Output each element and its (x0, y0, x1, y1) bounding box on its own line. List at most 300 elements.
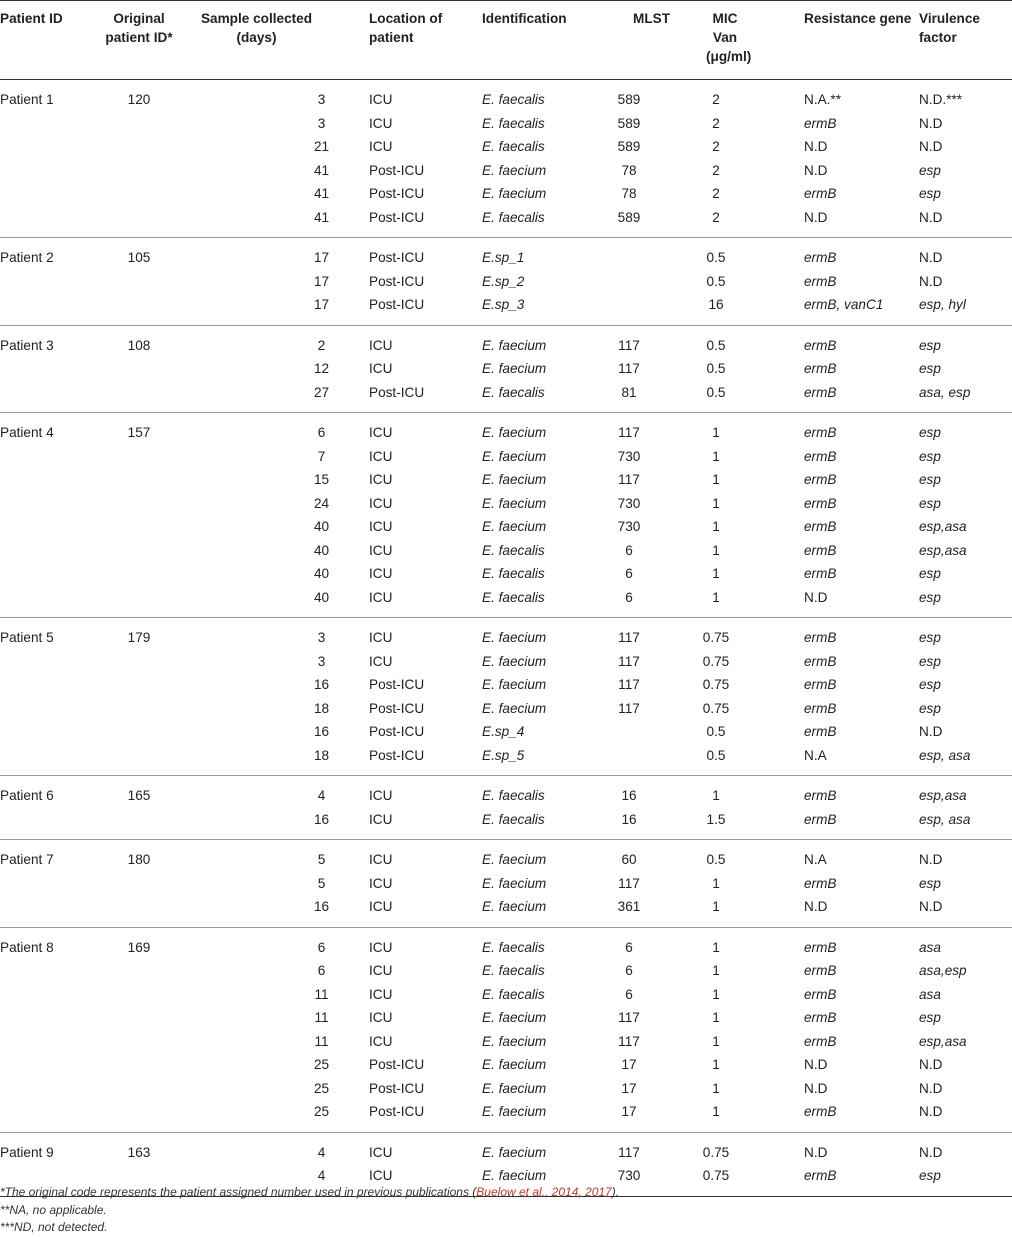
table-row (0, 959, 1012, 983)
cell-location: ICU (369, 852, 393, 867)
cell-resistance-gene: N.D (804, 162, 828, 178)
table-row (0, 808, 1012, 840)
cell-patient-id (0, 492, 100, 516)
cell-mic-van: 0.5 (706, 747, 726, 763)
cell-location: Post-ICU (369, 1057, 425, 1072)
table-row (0, 1030, 1012, 1054)
cell-mic-van: 1 (712, 1104, 720, 1119)
cell-mlst: 81 (621, 384, 637, 400)
cell-identification: E. faecalis (482, 589, 545, 605)
table-row (0, 159, 1012, 183)
header-identification: Identification (482, 1, 608, 80)
cell-sample-day: 3 (317, 92, 326, 107)
cell-virulence-factor: esp, hyl (919, 297, 966, 312)
cell-patient-id (0, 293, 100, 325)
cell-patient-id (0, 381, 100, 413)
cell-mic-van: 16 (708, 297, 724, 312)
cell-patient-id: Patient 6 (0, 788, 54, 803)
cell-resistance-gene: N.A (804, 852, 827, 867)
patient-group (0, 80, 1012, 238)
cell-identification: E.sp_4 (482, 724, 525, 739)
cell-resistance-gene: ermB (804, 448, 837, 464)
cell-resistance-gene: ermB (804, 250, 837, 265)
cell-mic-van: 1 (712, 425, 720, 440)
cell-original-id: 165 (127, 788, 151, 803)
cell-sample-day: 3 (317, 115, 326, 131)
table-row (0, 872, 1012, 896)
cell-patient-id (0, 895, 100, 927)
table-row (0, 357, 1012, 381)
cell-mic-van: 0.5 (706, 250, 726, 265)
cell-mlst: 117 (618, 472, 640, 487)
cell-virulence-factor: esp, asa (919, 811, 971, 827)
cell-virulence-factor: asa, esp (919, 384, 971, 400)
cell-patient-id (0, 357, 100, 381)
cell-resistance-gene: ermB (804, 472, 837, 487)
cell-resistance-gene: ermB (804, 566, 837, 581)
header-location: Location of patient (369, 1, 482, 80)
cell-mic-van: 0.75 (702, 677, 730, 692)
cell-resistance-gene: N.D (804, 1080, 828, 1096)
cell-location: ICU (369, 630, 393, 645)
cell-resistance-gene: N.D (804, 139, 828, 154)
cell-patient-id (0, 872, 100, 896)
cell-mic-van: 0.75 (702, 630, 730, 645)
cell-resistance-gene: ermB (804, 519, 837, 534)
cell-sample-day: 17 (313, 250, 330, 265)
table-row (0, 983, 1012, 1007)
patient-group (0, 927, 1012, 1132)
cell-patient-id (0, 135, 100, 159)
cell-mlst: 117 (618, 700, 640, 716)
cell-resistance-gene: N.D (804, 899, 828, 914)
cell-identification: E. faecium (482, 852, 547, 867)
cell-mic-van: 1 (712, 542, 720, 558)
cell-original-id (100, 673, 194, 697)
cell-mlst: 117 (618, 875, 640, 891)
cell-virulence-factor: esp (919, 495, 941, 511)
cell-sample-day: 16 (313, 811, 330, 827)
cell-location: ICU (369, 939, 393, 955)
cell-mic-van: 0.5 (706, 852, 726, 867)
cell-identification: E. faecium (482, 448, 547, 464)
cell-mlst: 730 (617, 519, 641, 534)
patient-group (0, 238, 1012, 326)
cell-identification: E. faecalis (482, 542, 545, 558)
cell-identification: E. faecium (482, 677, 547, 692)
cell-mlst: 117 (618, 337, 640, 353)
table-row (0, 776, 1012, 808)
cell-original-id (100, 381, 194, 413)
cell-identification: E.sp_5 (482, 747, 525, 763)
cell-location: Post-ICU (369, 297, 425, 312)
cell-mic-van: 1 (712, 963, 720, 978)
cell-identification: E. faecium (482, 630, 547, 645)
cell-patient-id: Patient 4 (0, 425, 54, 440)
cell-identification: E. faecium (482, 1033, 547, 1049)
table-row (0, 445, 1012, 469)
cell-original-id (100, 135, 194, 159)
cell-resistance-gene: ermB (804, 724, 837, 739)
cell-location: ICU (369, 448, 393, 464)
cell-original-id (100, 515, 194, 539)
cell-mlst (608, 238, 682, 270)
cell-patient-id (0, 562, 100, 586)
cell-original-id (100, 206, 194, 238)
cell-original-id (100, 1053, 194, 1077)
cell-sample-day: 16 (313, 899, 330, 914)
cell-patient-id: Patient 3 (0, 337, 54, 353)
cell-location: Post-ICU (369, 700, 425, 716)
cell-mlst: 78 (621, 162, 637, 178)
cell-virulence-factor: N.D (919, 1144, 943, 1160)
cell-sample-day: 2 (317, 337, 326, 353)
cell-virulence-factor: N.D (919, 250, 943, 265)
table-row (0, 744, 1012, 776)
cell-mic-van: 1 (712, 788, 720, 803)
table-row (0, 381, 1012, 413)
cell-patient-id (0, 539, 100, 563)
cell-patient-id (0, 959, 100, 983)
cell-resistance-gene: N.D (804, 1057, 828, 1072)
cell-sample-day: 5 (317, 852, 326, 867)
table-row (0, 650, 1012, 674)
table-row (0, 238, 1012, 270)
cell-identification: E. faecium (482, 700, 547, 716)
cell-resistance-gene: N.D (804, 589, 828, 605)
cell-location: ICU (369, 788, 393, 803)
cell-identification: E. faecalis (482, 209, 545, 225)
cell-virulence-factor: asa (919, 986, 941, 1002)
cell-virulence-factor: esp (919, 472, 941, 487)
cell-location: ICU (369, 653, 393, 669)
cell-mic-van: 1 (712, 939, 720, 955)
cell-sample-day: 25 (313, 1104, 330, 1119)
header-virulence: Virulence factor (919, 1, 1012, 80)
cell-mlst: 117 (618, 425, 640, 440)
cell-location: Post-ICU (369, 1080, 425, 1096)
header-patient-id: Patient ID (0, 1, 100, 80)
cell-patient-id (0, 1006, 100, 1030)
cell-virulence-factor: N.D (919, 273, 943, 289)
cell-virulence-factor: esp (919, 425, 941, 440)
cell-mlst: 17 (621, 1080, 637, 1096)
cell-identification: E. faecium (482, 899, 547, 914)
cell-resistance-gene: ermB (804, 875, 837, 891)
cell-resistance-gene: ermB (804, 630, 837, 645)
cell-identification: E. faecalis (482, 384, 545, 400)
cell-location: ICU (369, 1168, 393, 1183)
footnote-original-code (0, 1184, 619, 1202)
cell-location: ICU (369, 963, 393, 978)
cell-location: ICU (369, 361, 393, 376)
table-footnotes (0, 1184, 619, 1237)
cell-identification: E. faecium (482, 495, 547, 511)
table-row (0, 182, 1012, 206)
cell-virulence-factor: N.D.*** (919, 92, 963, 107)
cell-mlst: 6 (625, 963, 633, 978)
table-row (0, 325, 1012, 357)
cell-resistance-gene: ermB (804, 963, 837, 978)
cell-virulence-factor: esp (919, 566, 941, 581)
cell-sample-day: 40 (313, 566, 330, 581)
cell-mlst: 117 (618, 1144, 640, 1160)
cell-identification: E. faecium (482, 653, 547, 669)
cell-identification: E. faecalis (482, 115, 545, 131)
cell-mlst: 589 (617, 139, 641, 154)
cell-mic-van: 0.5 (706, 724, 726, 739)
cell-resistance-gene: ermB (804, 115, 837, 131)
cell-sample-day: 40 (313, 589, 330, 605)
cell-sample-day: 25 (313, 1080, 330, 1096)
cell-mic-van: 0.5 (706, 361, 726, 376)
cell-sample-day: 5 (317, 875, 326, 891)
cell-location: Post-ICU (369, 250, 425, 265)
header-sample-collected: Sample collected (days) (194, 1, 369, 80)
cell-sample-day: 18 (313, 700, 330, 716)
cell-identification: E. faecium (482, 1057, 547, 1072)
cell-patient-id (0, 586, 100, 618)
cell-mic-van: 1 (712, 448, 720, 464)
cell-original-id (100, 697, 194, 721)
cell-identification: E. faecium (482, 425, 547, 440)
patient-group (0, 413, 1012, 618)
cell-resistance-gene: ermB (804, 1104, 837, 1119)
cell-identification: E. faecalis (482, 788, 545, 803)
cell-patient-id (0, 112, 100, 136)
cell-location: ICU (369, 542, 393, 558)
cell-mlst: 6 (625, 939, 633, 955)
cell-patient-id (0, 808, 100, 840)
cell-mlst: 117 (618, 361, 640, 376)
table-row (0, 515, 1012, 539)
cell-location: ICU (369, 899, 393, 914)
cell-mic-van: 1 (712, 899, 720, 914)
cell-original-id (100, 650, 194, 674)
cell-patient-id (0, 468, 100, 492)
patient-group (0, 776, 1012, 840)
cell-location: ICU (369, 495, 393, 511)
cell-location: ICU (369, 986, 393, 1002)
footnote-citation-link[interactable]: Buelow et al., 2014, 2017 (476, 1185, 612, 1199)
cell-virulence-factor: esp (919, 162, 941, 178)
cell-mlst: 60 (621, 852, 637, 867)
cell-virulence-factor: esp,asa (919, 788, 967, 803)
cell-location: ICU (369, 1033, 393, 1049)
cell-mlst: 730 (617, 448, 641, 464)
cell-resistance-gene: ermB (804, 361, 837, 376)
cell-original-id: 180 (127, 852, 151, 867)
cell-original-id (100, 562, 194, 586)
cell-virulence-factor: esp,asa (919, 519, 967, 534)
cell-virulence-factor: N.D (919, 852, 943, 867)
cell-mlst: 589 (617, 209, 641, 225)
cell-location: ICU (369, 337, 393, 353)
cell-virulence-factor: N.D (919, 115, 943, 131)
cell-mic-van: 1 (712, 472, 720, 487)
cell-patient-id (0, 720, 100, 744)
cell-original-id (100, 586, 194, 618)
cell-sample-day: 4 (317, 788, 326, 803)
cell-sample-day: 3 (317, 653, 326, 669)
cell-identification: E. faecium (482, 1144, 547, 1160)
cell-identification: E.sp_2 (482, 273, 525, 289)
table-row (0, 1006, 1012, 1030)
cell-identification: E. faecalis (482, 986, 545, 1002)
cell-original-id: 105 (127, 250, 151, 265)
cell-mic-van: 1 (712, 986, 720, 1002)
cell-mlst: 6 (625, 566, 633, 581)
cell-patient-id: Patient 5 (0, 630, 54, 645)
cell-identification: E. faecium (482, 1104, 547, 1119)
cell-virulence-factor: esp (919, 1010, 941, 1025)
cell-mic-van: 2 (712, 162, 720, 178)
cell-mic-van: 2 (712, 139, 720, 154)
cell-location: ICU (369, 1144, 393, 1160)
cell-patient-id (0, 673, 100, 697)
cell-patient-id: Patient 8 (0, 939, 54, 955)
cell-identification: E. faecalis (482, 92, 545, 107)
table-row (0, 1077, 1012, 1101)
cell-sample-day: 21 (313, 139, 330, 154)
cell-resistance-gene: ermB (804, 677, 837, 692)
cell-sample-day: 17 (313, 297, 330, 312)
cell-virulence-factor: asa (919, 939, 941, 955)
cell-patient-id (0, 983, 100, 1007)
cell-virulence-factor: esp (919, 448, 941, 464)
footnote-1-text: *The original code represents the patient assigned number used in previous publications ( (0, 1185, 477, 1199)
table-row (0, 618, 1012, 650)
cell-resistance-gene: N.D (804, 1144, 828, 1160)
cell-original-id (100, 720, 194, 744)
cell-original-id (100, 159, 194, 183)
cell-original-id (100, 445, 194, 469)
cell-identification: E. faecium (482, 519, 547, 534)
cell-mlst: 730 (617, 1168, 641, 1183)
cell-virulence-factor: esp, asa (919, 747, 971, 763)
cell-resistance-gene: ermB (804, 811, 837, 827)
cell-sample-day: 4 (317, 1144, 326, 1160)
cell-mic-van: 0.75 (702, 1144, 730, 1160)
cell-mlst: 117 (618, 630, 640, 645)
cell-original-id (100, 808, 194, 840)
cell-virulence-factor: asa,esp (919, 963, 967, 978)
cell-identification: E. faecalis (482, 139, 545, 154)
cell-mic-van: 2 (712, 209, 720, 225)
cell-resistance-gene: N.A.** (804, 92, 842, 107)
cell-mlst: 17 (621, 1057, 637, 1072)
cell-patient-id (0, 1077, 100, 1101)
table-row (0, 840, 1012, 872)
cell-original-id (100, 872, 194, 896)
cell-original-id (100, 1030, 194, 1054)
cell-sample-day: 18 (313, 747, 330, 763)
cell-sample-day: 27 (313, 384, 330, 400)
cell-original-id (100, 959, 194, 983)
cell-mlst: 361 (617, 899, 641, 914)
cell-original-id (100, 744, 194, 776)
cell-location: ICU (369, 1010, 393, 1025)
cell-virulence-factor: esp (919, 875, 941, 891)
table-row (0, 539, 1012, 563)
cell-virulence-factor: N.D (919, 1057, 943, 1072)
cell-mic-van: 1 (712, 519, 720, 534)
header-original-id: Original patient ID* (100, 1, 194, 80)
cell-virulence-factor: N.D (919, 1080, 943, 1096)
cell-sample-day: 16 (313, 724, 330, 739)
cell-sample-day: 15 (313, 472, 330, 487)
cell-virulence-factor: esp,asa (919, 542, 967, 558)
table-row (0, 293, 1012, 325)
cell-identification: E. faecalis (482, 939, 545, 955)
cell-sample-day: 7 (317, 448, 326, 464)
cell-mlst: 117 (618, 1010, 640, 1025)
cell-location: ICU (369, 472, 393, 487)
patient-group (0, 325, 1012, 413)
cell-mic-van: 1 (712, 566, 720, 581)
cell-mlst (608, 720, 682, 744)
header-mic-van: MIC Van (μg/ml) (682, 1, 804, 80)
cell-patient-id: Patient 9 (0, 1144, 54, 1160)
cell-mic-van: 1 (712, 1057, 720, 1072)
cell-resistance-gene: ermB (804, 986, 837, 1002)
cell-sample-day: 41 (313, 186, 330, 201)
cell-resistance-gene: ermB, vanC1 (804, 297, 884, 312)
cell-sample-day: 3 (317, 630, 326, 645)
cell-original-id (100, 492, 194, 516)
cell-mlst: 117 (618, 1033, 640, 1049)
cell-virulence-factor: esp,asa (919, 1033, 967, 1049)
cell-identification: E.sp_1 (482, 250, 525, 265)
table-row (0, 697, 1012, 721)
cell-patient-id (0, 650, 100, 674)
cell-identification: E.sp_3 (482, 297, 525, 312)
cell-location: Post-ICU (369, 384, 425, 400)
cell-resistance-gene: ermB (804, 542, 837, 558)
cell-mlst (608, 293, 682, 325)
cell-mlst: 17 (621, 1104, 637, 1119)
table-row (0, 135, 1012, 159)
cell-original-id (100, 270, 194, 294)
cell-location: ICU (369, 92, 393, 107)
cell-virulence-factor: esp (919, 186, 941, 201)
cell-sample-day: 6 (317, 425, 326, 440)
cell-resistance-gene: ermB (804, 1168, 837, 1183)
footnote-1-end: ). (611, 1185, 620, 1199)
cell-sample-day: 17 (313, 273, 330, 289)
cell-mlst: 78 (621, 186, 637, 201)
cell-resistance-gene: N.A (804, 747, 827, 763)
cell-mlst (608, 270, 682, 294)
cell-virulence-factor: esp (919, 337, 941, 353)
cell-sample-day: 11 (314, 1033, 329, 1049)
cell-patient-id: Patient 1 (0, 92, 54, 107)
cell-original-id (100, 1100, 194, 1132)
cell-location: Post-ICU (369, 186, 425, 201)
cell-mic-van: 1 (712, 875, 720, 891)
cell-virulence-factor: esp (919, 630, 941, 645)
cell-virulence-factor: esp (919, 700, 941, 716)
header-resistance: Resistance gene (804, 1, 919, 80)
cell-patient-id (0, 744, 100, 776)
table-row (0, 468, 1012, 492)
cell-location: ICU (369, 875, 393, 891)
cell-original-id (100, 357, 194, 381)
table-row (0, 112, 1012, 136)
cell-virulence-factor: N.D (919, 139, 943, 154)
cell-resistance-gene: ermB (804, 495, 837, 511)
table-header (0, 1, 1012, 80)
